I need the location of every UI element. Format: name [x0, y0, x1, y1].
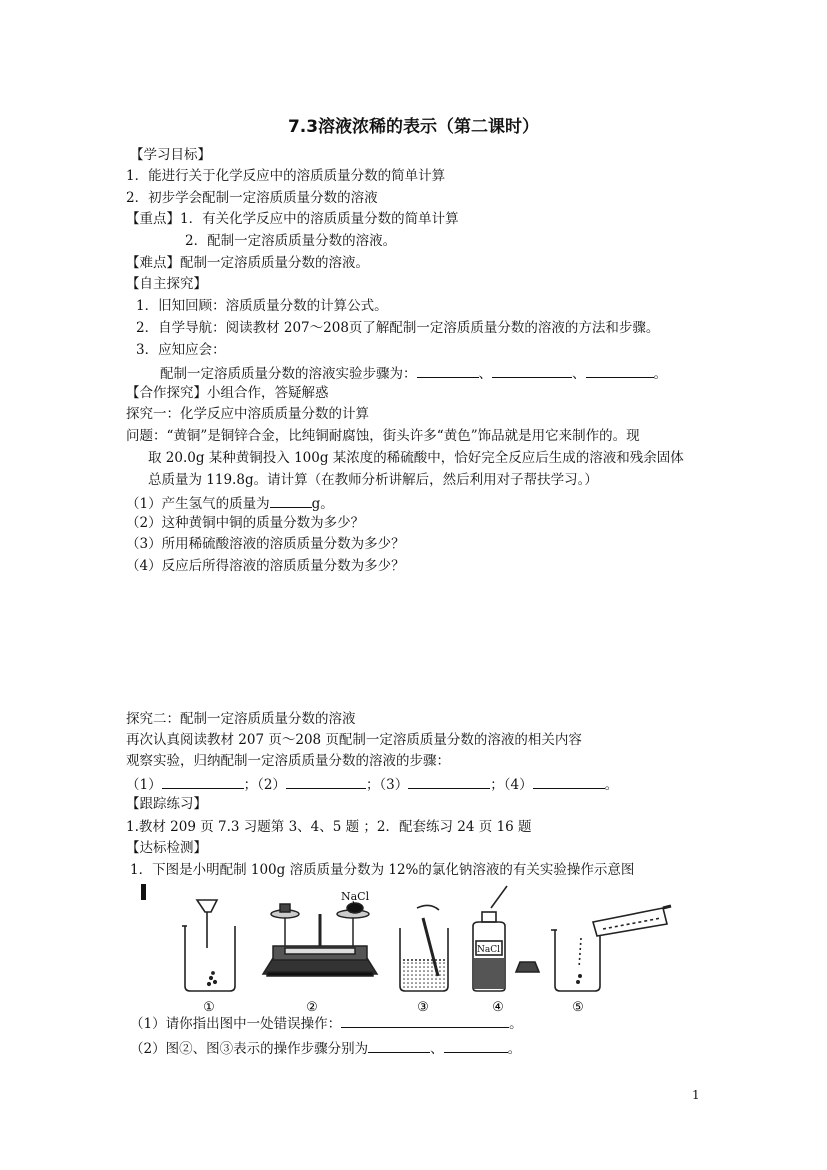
figure-label: ③ [417, 1000, 429, 1015]
section-cooperation: 【合作探究】小组合作，答疑解惑 [126, 385, 329, 401]
answer-blank[interactable] [417, 363, 479, 378]
answer-blank[interactable] [162, 774, 244, 789]
nacl-bottle-icon [473, 886, 539, 991]
test-sub-1: （1）请你指出图中一处错误操作： 。 [130, 1013, 523, 1033]
answer-blank[interactable] [286, 774, 366, 789]
answer-blank[interactable] [533, 774, 605, 789]
page-title: 7.3溶液浓稀的表示（第二课时） [287, 117, 540, 137]
answer-blank[interactable] [444, 1038, 508, 1053]
inquiry-2-observe: 观察实验，归纳配制一定溶质质量分数的溶液的步骤： [126, 753, 450, 769]
difficult-point: 【难点】配制一定溶质质量分数的溶液。 [126, 255, 369, 271]
answer-blank[interactable] [408, 774, 490, 789]
inquiry-2-read: 再次认真阅读教材 207 页～208 页配制一定溶质质量分数的溶液的相关内容 [126, 732, 582, 748]
cylinder-pour-icon [551, 906, 671, 991]
self-study-3: 3．应知应会： [136, 342, 226, 358]
nacl-label: NaCl [341, 890, 370, 903]
answer-blank[interactable] [270, 493, 312, 508]
key-point-2: 2．配制一定溶质质量分数的溶液。 [185, 233, 397, 249]
figure-label: ② [306, 1000, 318, 1015]
inquiry-2-title: 探究二：配制一定溶质质量分数的溶液 [126, 711, 356, 727]
question-2: （2）这种黄铜中铜的质量分数为多少？ [126, 515, 365, 531]
problem-text-1: 问题：“黄铜”是铜锌合金，比纯铜耐腐蚀，街头许多“黄色”饰品就是用它来制作的。现 [126, 428, 640, 444]
answer-blank[interactable] [492, 363, 572, 378]
practice-items: 1.教材 209 页 7.3 习题第 3、4、5 题 ；2．配套练习 24 页 16 题 [126, 819, 532, 835]
marker-bar [141, 884, 146, 900]
test-question-1: 1．下图是小明配制 100g 溶质质量分数为 12%的氯化钠溶液的有关实验操作示意图 [130, 862, 635, 878]
test-sub-2: （2）图②、图③表示的操作步骤分别为 、 。 [130, 1038, 521, 1058]
inquiry-1-title: 探究一：化学反应中溶质质量分数的计算 [126, 406, 369, 422]
answer-blank[interactable] [586, 363, 654, 378]
beaker-stir-icon [400, 905, 448, 991]
section-self-study: 【自主探究】 [126, 276, 207, 292]
problem-text-2: 取 20.0g 某种黄铜投入 100g 某浓度的稀硫酸中，恰好完全反应后生成的溶液和残余固体 [148, 450, 684, 466]
answer-blank[interactable] [341, 1013, 509, 1028]
section-practice: 【跟踪练习】 [126, 796, 207, 812]
key-point-1: 【重点】1．有关化学反应中的溶质质量分数的简单计算 [126, 211, 459, 227]
page-number: 1 [692, 1088, 700, 1102]
section-goals: 【学习目标】 [130, 147, 211, 163]
question-4: （4）反应后所得溶液的溶质质量分数为多少？ [126, 558, 405, 574]
answer-blank[interactable] [368, 1038, 430, 1053]
question-1: （1）产生氢气的质量为 g。 [126, 493, 334, 513]
figure-label: ① [203, 1000, 215, 1015]
question-3: （3）所用稀硫酸溶液的溶质质量分数为多少？ [126, 536, 405, 552]
steps-blanks: （1） ；（2） ；（3） ；（4） 。 [126, 774, 618, 794]
figure-label: ④ [492, 1000, 504, 1015]
goal-1: 1．能进行关于化学反应中的溶质质量分数的简单计算 [126, 168, 446, 184]
problem-text-3: 总质量为 119.8g。请计算（在教师分析讲解后，然后利用对子帮扶学习。） [148, 472, 598, 488]
bottle-label: NaCl [477, 945, 501, 955]
self-study-1: 1．旧知回顾：溶质质量分数的计算公式。 [136, 298, 388, 314]
balance-icon [263, 903, 377, 976]
goal-2: 2．初步学会配制一定溶质质量分数的溶液 [126, 190, 378, 206]
beaker-funnel-icon [182, 900, 235, 991]
steps-line: 配制一定溶质质量分数的溶液实验步骤为： 、 、 。 [160, 363, 667, 383]
figure-label: ⑤ [572, 1000, 584, 1015]
section-test: 【达标检测】 [126, 840, 207, 856]
self-study-2: 2．自学导航：阅读教材 207～208页了解配制一定溶质质量分数的溶液的方法和步骤。 [136, 320, 660, 336]
experiment-figure [135, 878, 695, 1023]
